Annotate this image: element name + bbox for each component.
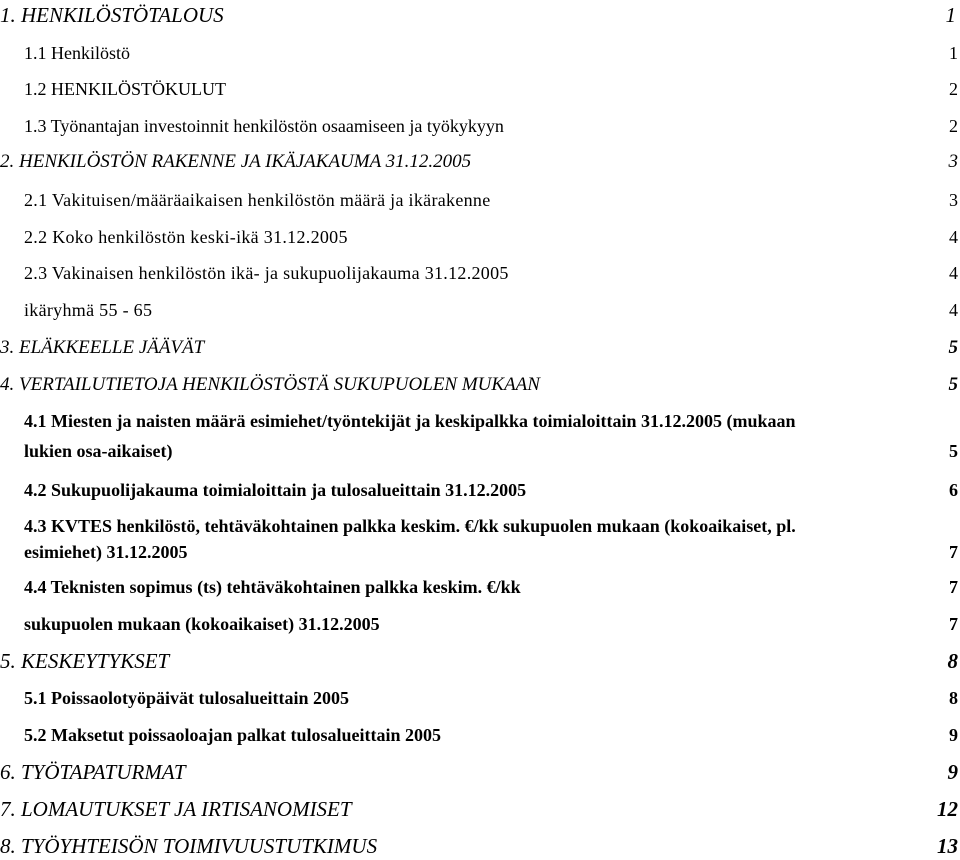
toc-entry-page: 1 xyxy=(945,3,956,27)
toc-entry-label: 1.1 Henkilöstö xyxy=(24,43,130,63)
toc-entry-page: 5 xyxy=(948,337,958,358)
toc-entry-label: 1.2 HENKILÖSTÖKULUT xyxy=(24,79,226,99)
toc-entry xyxy=(0,3,956,29)
toc-entry xyxy=(24,263,958,285)
toc-entry-label: 1.3 Työnantajan investoinnit henkilöstön osaamiseen ja työkykyyn xyxy=(24,116,504,136)
toc-entry-page: 12 xyxy=(937,797,958,821)
toc-entry-label: 2.1 Vakituisen/määräaikaisen henkilöstön määrä ja ikärakenne xyxy=(24,190,491,210)
toc-entry xyxy=(24,300,958,322)
toc-entry xyxy=(0,374,958,398)
toc-entry xyxy=(24,227,958,249)
toc-entry xyxy=(0,760,958,786)
toc-entry-label: 6. TYÖTAPATURMAT xyxy=(0,760,186,784)
toc-entry-label: 4.3 KVTES henkilöstö, tehtäväkohtainen palkka keskim. €/kk sukupuolen mukaan (kokoaikaiset, pl. xyxy=(24,516,796,536)
toc-entry xyxy=(24,516,958,576)
toc-entry-page: 9 xyxy=(947,760,958,784)
toc-entry-label: 5. KESKEYTYKSET xyxy=(0,649,170,673)
toc-entry xyxy=(24,688,958,710)
toc-entry-page: 7 xyxy=(949,542,958,562)
toc-entry-page: 7 xyxy=(949,614,958,634)
toc-entry-page: 3 xyxy=(949,190,958,210)
toc-entry-page: 5 xyxy=(948,374,958,395)
toc-entry xyxy=(24,411,958,471)
toc-entry-label: 2.3 Vakinaisen henkilöstön ikä- ja sukupuolijakauma 31.12.2005 xyxy=(24,263,509,283)
toc-entry-page: 8 xyxy=(947,649,958,673)
toc-entry-label: ikäryhmä 55 - 65 xyxy=(24,300,153,320)
toc-entry-page: 1 xyxy=(949,43,958,63)
toc-entry-page: 2 xyxy=(949,79,958,99)
toc-entry-label: sukupuolen mukaan (kokoaikaiset) 31.12.2005 xyxy=(24,614,380,634)
toc-entry xyxy=(24,116,958,138)
toc-entry-label: 4. VERTAILUTIETOJA HENKILÖSTÖSTÄ SUKUPUOLEN MUKAAN xyxy=(0,374,540,395)
toc-entry-label: 1. HENKILÖSTÖTALOUS xyxy=(0,3,224,27)
toc-entry-label: 8. TYÖYHTEISÖN TOIMIVUUSTUTKIMUS xyxy=(0,834,378,858)
toc-entry-label: 5.2 Maksetut poissaoloajan palkat tulosalueittain 2005 xyxy=(24,725,442,745)
toc-entry xyxy=(24,43,958,65)
toc-entry-label: 3. ELÄKKEELLE JÄÄVÄT xyxy=(0,337,205,358)
toc-entry-page: 4 xyxy=(949,227,958,247)
toc-entry xyxy=(0,151,958,177)
toc-entry-label: 2. HENKILÖSTÖN RAKENNE JA IKÄJAKAUMA 31.12.2005 xyxy=(0,151,472,172)
toc-entry-page: 2 xyxy=(949,116,958,136)
toc-entry xyxy=(0,834,958,860)
toc-entry xyxy=(24,79,958,101)
toc-entry-label: 5.1 Poissaolotyöpäivät tulosalueittain 2005 xyxy=(24,688,350,708)
toc-entry xyxy=(24,614,958,636)
toc-entry xyxy=(0,797,958,823)
toc-entry-page: 8 xyxy=(949,688,958,708)
toc-entry-label: 4.2 Sukupuolijakauma toimialoittain ja tulosalueittain 31.12.2005 xyxy=(24,480,527,500)
toc-entry xyxy=(0,337,958,361)
toc-entry-page: 5 xyxy=(949,441,958,461)
toc-entry-page: 9 xyxy=(949,725,958,745)
toc-entry-label: 7. LOMAUTUKSET JA IRTISANOMISET xyxy=(0,797,352,821)
toc-entry xyxy=(0,649,958,675)
toc-entry xyxy=(24,577,958,599)
toc-entry-label-continued: lukien osa-aikaiset) xyxy=(24,441,173,461)
toc-entry-page: 7 xyxy=(949,577,958,597)
toc-entry xyxy=(24,725,958,747)
toc-entry-label: 4.4 Teknisten sopimus (ts) tehtäväkohtainen palkka keskim. €/kk xyxy=(24,577,521,597)
toc-entry-label: 4.1 Miesten ja naisten määrä esimiehet/työntekijät ja keskipalkka toimialoittain 31.12.2005 (mukaan xyxy=(24,411,796,431)
toc-entry-page: 4 xyxy=(949,300,958,320)
toc-entry xyxy=(24,480,958,502)
toc-entry xyxy=(24,190,958,212)
toc-entry-page: 13 xyxy=(937,834,958,858)
toc-entry-label: 2.2 Koko henkilöstön keski-ikä 31.12.2005 xyxy=(24,227,348,247)
toc-entry-page: 6 xyxy=(949,480,958,500)
toc-entry-page: 4 xyxy=(949,263,958,283)
toc-entry-label-continued: esimiehet) 31.12.2005 xyxy=(24,542,188,562)
toc-entry-page: 3 xyxy=(948,151,958,172)
